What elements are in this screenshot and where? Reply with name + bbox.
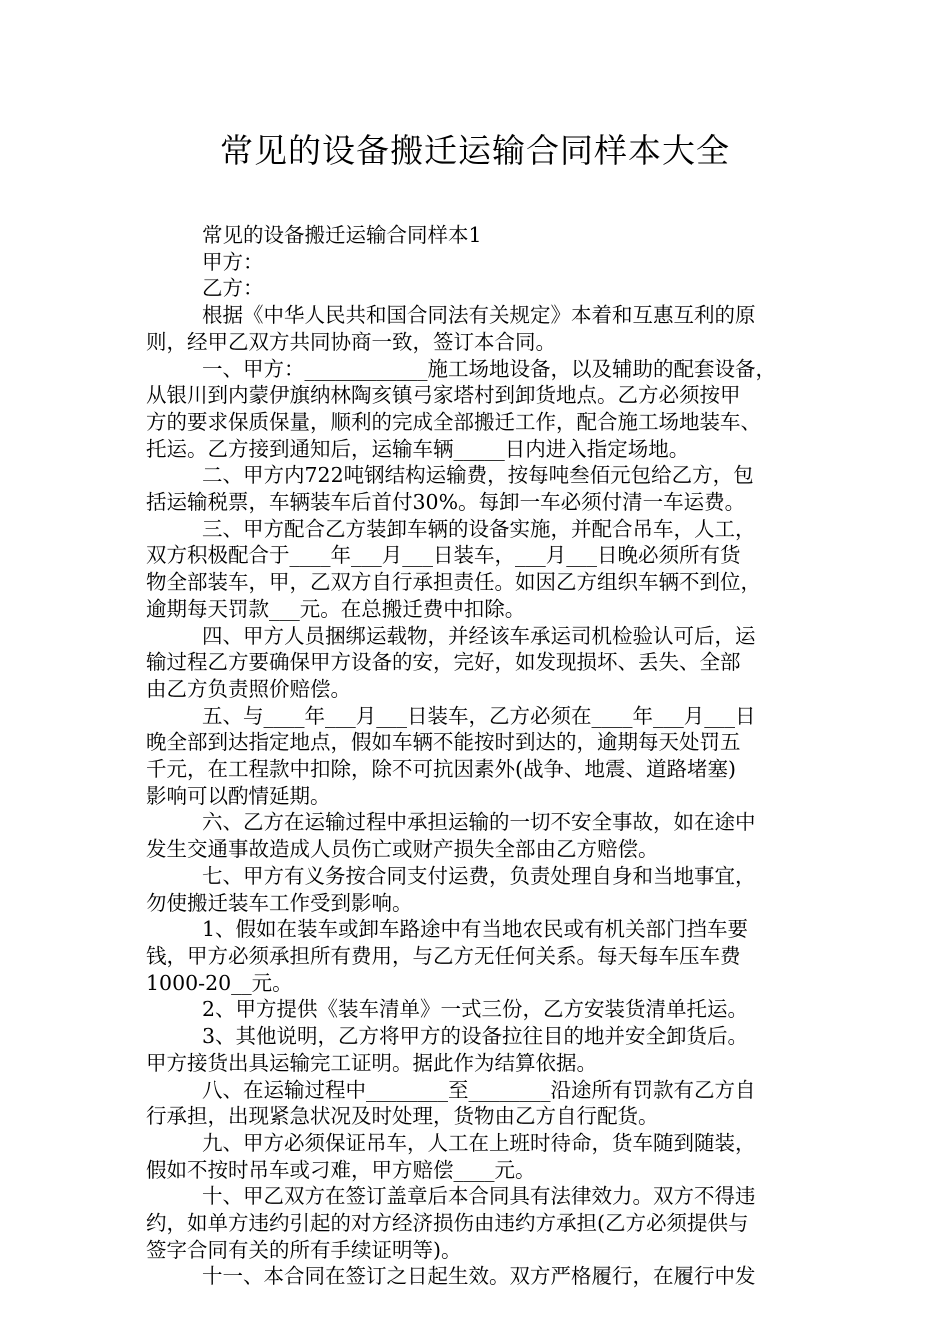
text-line: 物全部装车，甲，乙双方自行承担责任。如因乙方组织车辆不到位， (146, 570, 761, 595)
text-line: 行承担，出现紧急状况及时处理，货物由乙方自行配货。 (146, 1104, 659, 1129)
text-line: 逾期每天罚款___元。在总搬迁费中扣除。 (146, 596, 526, 621)
text-line: 影响可以酌情延期。 (146, 783, 331, 808)
text-line: 从银川到内蒙伊旗纳林陶亥镇弓家塔村到卸货地点。乙方必须按甲 (146, 383, 741, 408)
text-line: 则，经甲乙双方共同协商一致，签订本合同。 (146, 329, 556, 354)
text-line: 一、甲方：____________施工场地设备，以及辅助的配套设备， (202, 356, 776, 381)
text-line: 签字合同有关的所有手续证明等)。 (146, 1237, 462, 1262)
text-line: 约，如单方违约引起的对方经济损伤由违约方承担(乙方必须提供与 (146, 1211, 749, 1236)
text-line: 钱，甲方必须承担所有费用，与乙方无任何关系。每天每车压车费 (146, 943, 741, 968)
text-line: 托运。乙方接到通知后，运输车辆_____日内进入指定场地。 (146, 436, 690, 461)
text-line: 四、甲方人员捆绑运载物，并经该车承运司机检验认可后，运 (202, 623, 756, 648)
text-line: 3、其他说明，乙方将甲方的设备拉往目的地并安全卸货后。 (202, 1024, 749, 1049)
text-line: 千元，在工程款中扣除，除不可抗因素外(战争、地震、道路堵塞) (146, 757, 736, 782)
text-line: 十、甲乙双方在签订盖章后本合同具有法律效力。双方不得违 (202, 1184, 756, 1209)
party-b-line: 乙方： (202, 276, 264, 301)
document-body (146, 222, 806, 1290)
text-line: 发生交通事故造成人员伤亡或财产损失全部由乙方赔偿。 (146, 837, 659, 862)
text-line: 九、甲方必须保证吊车，人工在上班时待命，货车随到随装， (202, 1130, 756, 1155)
text-line: 六、乙方在运输过程中承担运输的一切不安全事故，如在途中 (202, 810, 756, 835)
text-line: 二、甲方内722吨钢结构运输费，按每吨叁佰元包给乙方，包 (202, 463, 754, 488)
party-a-line: 甲方： (202, 249, 264, 274)
text-line: 三、甲方配合乙方装卸车辆的设备实施，并配合吊车，人工， (202, 516, 756, 541)
text-line: 八、在运输过程中________至________沿途所有罚款有乙方自 (202, 1077, 756, 1102)
text-line: 双方积极配合于____年___月___日装车，___月___日晚必须所有货 (146, 543, 741, 568)
text-line: 甲方接货出具运输完工证明。据此作为结算依据。 (146, 1050, 597, 1075)
text-line: 七、甲方有义务按合同支付运费，负责处理自身和当地事宜， (202, 863, 756, 888)
text-line: 1、假如在装车或卸车路途中有当地农民或有机关部门挡车要 (202, 917, 749, 942)
text-line: 1000-20__元。 (146, 970, 293, 995)
text-line: 2、甲方提供《装车清单》一式三份，乙方安装货清单托运。 (202, 997, 749, 1022)
text-line: 五、与____年___月___日装车，乙方必须在____年___月___日 (202, 703, 756, 728)
text-line: 十一、本合同在签订之日起生效。双方严格履行，在履行中发 (202, 1264, 756, 1289)
text-line: 由乙方负责照价赔偿。 (146, 676, 351, 701)
text-line: 假如不按时吊车或刁难，甲方赔偿____元。 (146, 1157, 536, 1182)
text-line: 晚全部到达指定地点，假如车辆不能按时到达的，逾期每天处罚五 (146, 730, 741, 755)
text-line: 括运输税票，车辆装车后首付30%。每卸一车必须付清一车运费。 (146, 490, 746, 515)
text-line: 根据《中华人民共和国合同法有关规定》本着和互惠互利的原 (202, 303, 756, 328)
document-title: 常见的设备搬迁运输合同样本大全 (220, 131, 730, 170)
section-heading: 常见的设备搬迁运输合同样本1 (202, 223, 482, 247)
text-line: 方的要求保质保量，顺利的完成全部搬迁工作，配合施工场地装车、 (146, 409, 761, 434)
text-line: 勿使搬迁装车工作受到影响。 (146, 890, 413, 915)
text-line: 输过程乙方要确保甲方设备的安，完好，如发现损坏、丢失、全部 (146, 650, 741, 675)
